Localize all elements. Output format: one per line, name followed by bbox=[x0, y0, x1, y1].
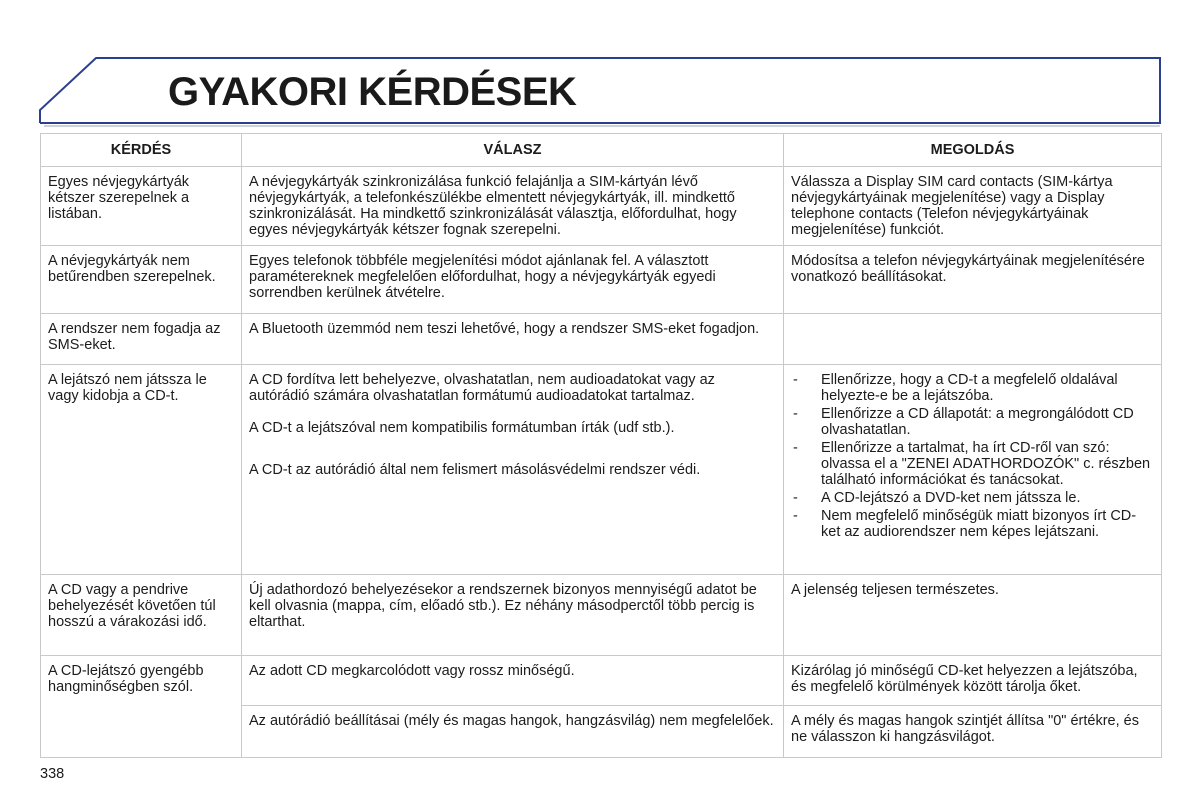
answer-cell bbox=[242, 167, 784, 246]
bullet-dash: - bbox=[793, 508, 798, 524]
answer-cell bbox=[242, 246, 784, 314]
list-item-text: Ellenőrizze a CD állapotát: a megrongálódott CD olvashatatlan. bbox=[821, 406, 1134, 438]
header-question: KÉRDÉS bbox=[41, 134, 242, 167]
faq-table bbox=[40, 133, 1162, 758]
solution-list bbox=[791, 372, 1155, 540]
answer-text: Az adott CD megkarcolódott vagy rossz minőségű. bbox=[249, 663, 575, 679]
question-cell: A CD vagy a pendrive behelyezését követően túl hosszú a várakozási idő. bbox=[41, 575, 242, 656]
header-solution: MEGOLDÁS bbox=[784, 134, 1162, 167]
solution-cell: Kizárólag jó minőségű CD-ket helyezzen a lejátszóba, és megfelelő körülmények között tárolja őket. bbox=[784, 656, 1162, 706]
solution-cell: A mély és magas hangok szintjét állítsa "0" értékre, és ne válasszon ki hangzásvilágot. bbox=[784, 706, 1162, 758]
table-row bbox=[41, 656, 1162, 706]
bullet-dash: - bbox=[793, 406, 798, 422]
solution-cell: A jelenség teljesen természetes. bbox=[784, 575, 1162, 656]
table-row bbox=[41, 167, 1162, 246]
list-item-text: Ellenőrizze a tartalmat, ha írt CD-ről van szó: olvassa el a "ZENEI ADATHORDOZÓK" c. részben található információkat és tanácsokat. bbox=[821, 440, 1151, 488]
question-cell: A rendszer nem fogadja az SMS-eket. bbox=[41, 314, 242, 365]
list-item bbox=[791, 372, 1155, 404]
table-row bbox=[41, 575, 1162, 656]
solution-cell bbox=[784, 314, 1162, 365]
answer-cell bbox=[242, 575, 784, 656]
page-number: 338 bbox=[40, 766, 65, 782]
answer-cell bbox=[242, 656, 784, 706]
header-answer: VÁLASZ bbox=[242, 134, 784, 167]
bullet-dash: - bbox=[793, 490, 798, 506]
answer-cell bbox=[242, 314, 784, 365]
answer-text: A CD-t a lejátszóval nem kompatibilis formátumban írták (udf stb.). bbox=[249, 420, 675, 436]
list-item-text: A CD-lejátszó a DVD-ket nem játssza le. bbox=[821, 490, 1081, 506]
list-item bbox=[791, 440, 1155, 488]
answer-text: A CD-t az autórádió által nem felismert másolásvédelmi rendszer védi. bbox=[249, 462, 701, 478]
question-cell: A lejátszó nem játssza le vagy kidobja a CD-t. bbox=[41, 365, 242, 575]
list-item bbox=[791, 406, 1155, 438]
page-title: GYAKORI KÉRDÉSEK bbox=[168, 70, 577, 114]
table-row bbox=[41, 246, 1162, 314]
answer-text: Egyes telefonok többféle megjelenítési módot ajánlanak fel. A választott paramétereknek megfelelően előfordulhat, hogy a névjegykártyák egyedi sorrendben kerülnek átvételre. bbox=[249, 253, 716, 301]
table-row bbox=[41, 365, 1162, 575]
answer-text: A Bluetooth üzemmód nem teszi lehetővé, hogy a rendszer SMS-eket fogadjon. bbox=[249, 321, 760, 337]
question-cell: Egyes névjegykártyák kétszer szerepelnek a listában. bbox=[41, 167, 242, 246]
bullet-dash: - bbox=[793, 372, 798, 388]
answer-cell bbox=[242, 706, 784, 758]
answer-text: Az autórádió beállításai (mély és magas hangok, hangzásvilág) nem megfelelőek. bbox=[249, 713, 774, 729]
list-item bbox=[791, 490, 1155, 506]
answer-text: A CD fordítva lett behelyezve, olvashatatlan, nem audioadatokat vagy az autórádió számára olvashatatlan formátumú audioadatokat tartalmaz. bbox=[249, 372, 715, 404]
question-cell: A névjegykártyák nem betűrendben szerepelnek. bbox=[41, 246, 242, 314]
table-header-row bbox=[41, 134, 1162, 167]
question-cell: A CD-lejátszó gyengébb hangminőségben szól. bbox=[41, 656, 242, 758]
answer-text: Új adathordozó behelyezésekor a rendszernek bizonyos mennyiségű adatot be kell olvasnia (mappa, cím, előadó stb.). Ez néhány másodperctől több percig is eltarthat. bbox=[249, 582, 757, 630]
list-item-text: Ellenőrizze, hogy a CD-t a megfelelő oldalával helyezte-e be a lejátszóba. bbox=[821, 372, 1118, 404]
list-item-text: Nem megfelelő minőségük miatt bizonyos írt CD-ket az audiorendszer nem képes lejátszani. bbox=[821, 508, 1137, 540]
answer-cell bbox=[242, 365, 784, 575]
solution-cell bbox=[784, 365, 1162, 575]
table-row bbox=[41, 314, 1162, 365]
list-item bbox=[791, 508, 1155, 540]
solution-cell: Válassza a Display SIM card contacts (SIM-kártya névjegykártyáinak megjelenítése) vagy a Display telephone contacts (Telefon névjegykártyáinak megjelenítése) funkciót. bbox=[784, 167, 1162, 246]
answer-text: A névjegykártyák szinkronizálása funkció felajánlja a SIM-kártyán lévő névjegykártyák, a telefonkészülékbe elmentett névjegykártyák, ill. mindkettő szinkronizálását. Ha mindkettő szinkronizálását választja, előfordulhat, hogy egyes névjegykártyák kétszer fognak szerepelni. bbox=[249, 174, 737, 238]
solution-cell: Módosítsa a telefon névjegykártyáinak megjelenítésére vonatkozó beállításokat. bbox=[784, 246, 1162, 314]
bullet-dash: - bbox=[793, 440, 798, 456]
